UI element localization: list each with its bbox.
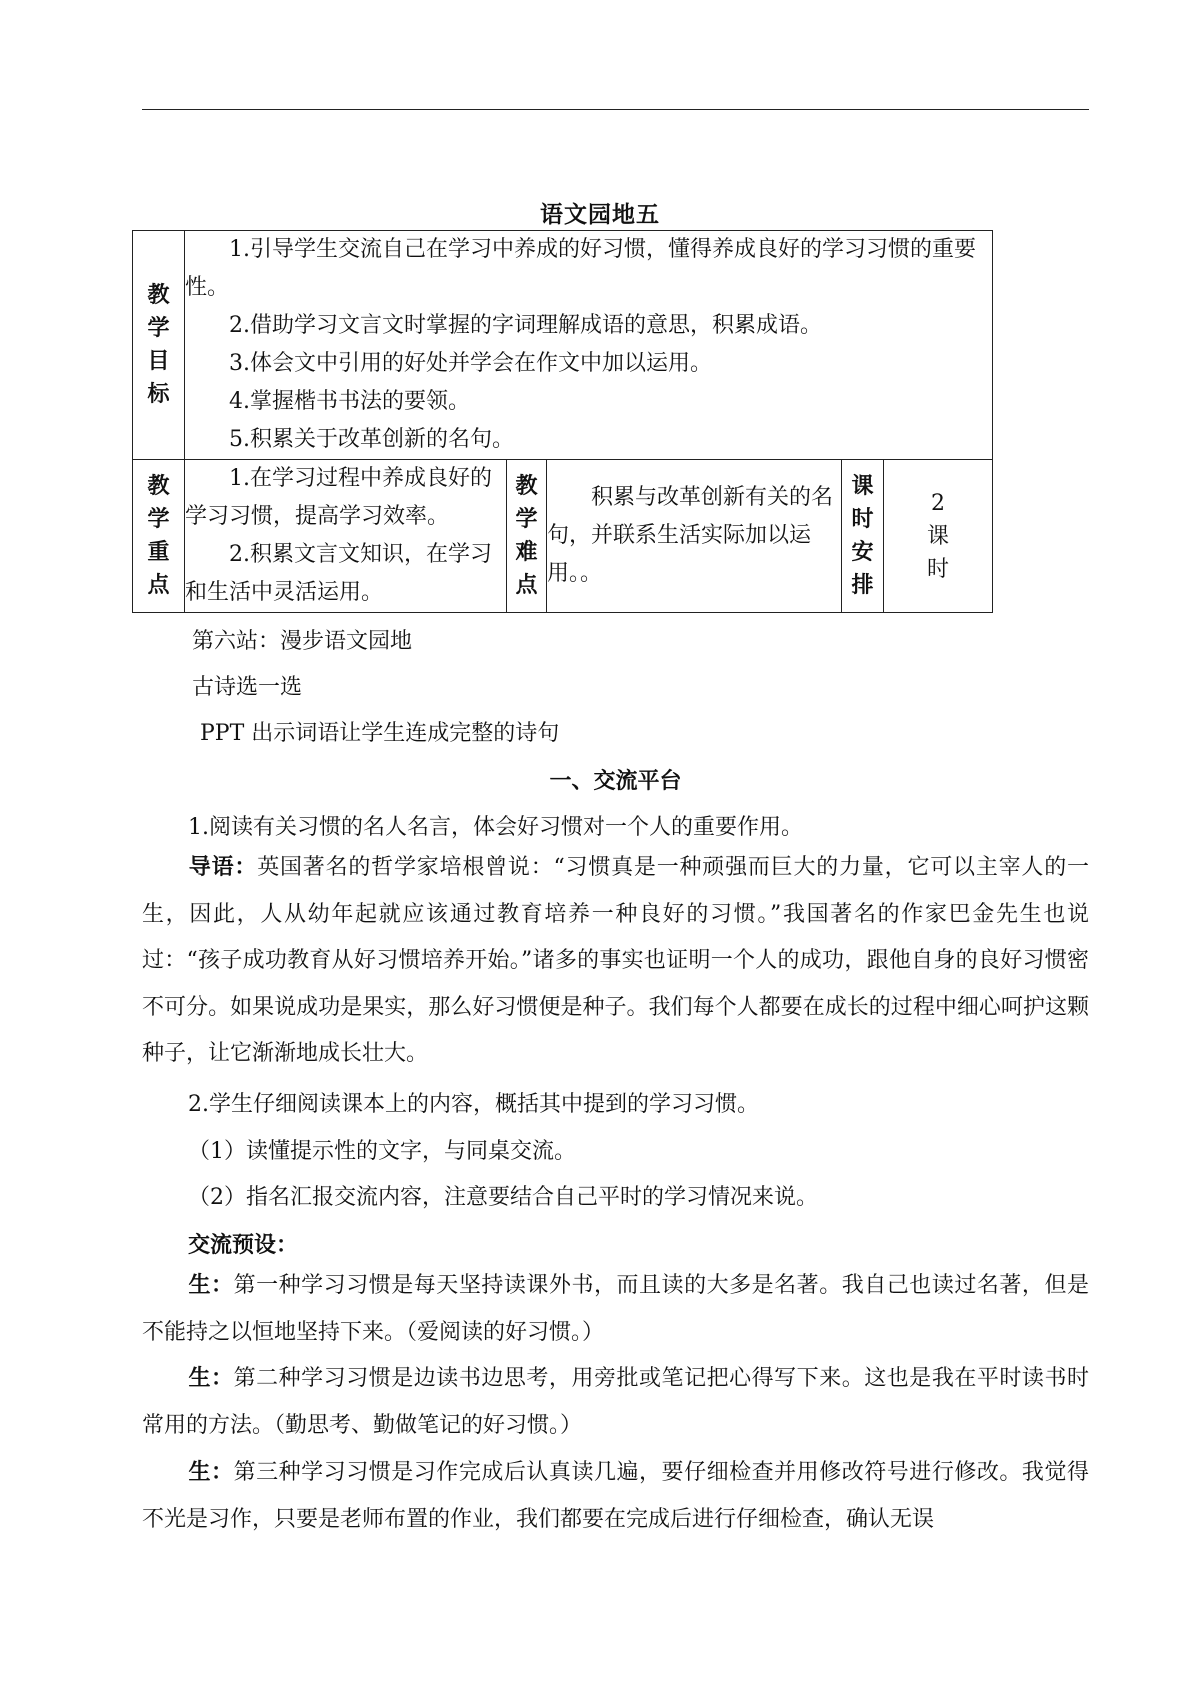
sub2-line: （2）指名汇报交流内容，注意要结合自己平时的学习情况来说。 [188, 1185, 818, 1210]
goal-item: 3.体会文中引用的好处并学会在作文中加以运用。 [229, 351, 712, 376]
section1-heading: 一、交流平台 [549, 768, 682, 794]
intro-label: 导语： [188, 854, 258, 880]
poem-select-line: 古诗选一选 [192, 675, 303, 700]
key-points-row [133, 460, 993, 613]
header-rule [142, 109, 1089, 110]
difficulty-text: 积累与改革创新有关的名句，并联系生活实际加以运用。。 [547, 485, 834, 586]
student-paragraph-1: 生：第一种学习习惯是每天坚持读课外书，而且读的大多是名著。我自己也读过名著，但是不能持之以恒地坚持下来。（爱阅读的好习惯。） [142, 1272, 1089, 1345]
key-points-content [185, 460, 507, 613]
key-points-header: 教 学 重 点 [133, 460, 185, 613]
student-paragraph-3: 生：第三种学习习惯是习作完成后认真读几遍，要仔细检查并用修改符号进行修改。我觉得不光是习作，只要是老师布置的作业，我们都要在完成后进行仔细检查，确认无误 [142, 1459, 1089, 1532]
lesson-plan-table [132, 230, 993, 613]
item1-line: 1.阅读有关习惯的名人名言，体会好习惯对一个人的重要作用。 [188, 815, 803, 840]
goal-item: 5.积累关于改革创新的名句。 [229, 427, 514, 452]
student-label: 生： [188, 1365, 234, 1391]
student-paragraph-2: 生：第二种学习习惯是边读书边思考，用旁批或笔记把心得写下来。这也是我在平时读书时常用的方法。（勤思考、勤做笔记的好习惯。） [142, 1365, 1089, 1438]
item2-line: 2.学生仔细阅读课本上的内容，概括其中提到的学习习惯。 [188, 1092, 759, 1117]
schedule-value: 2 课 时 [884, 460, 993, 613]
key-point-item: 1.在学习过程中养成良好的学习习惯，提高学习效率。 [185, 466, 492, 529]
intro-paragraph [142, 844, 1089, 1078]
goals-row [133, 231, 993, 460]
goals-content [185, 231, 993, 460]
difficulty-content [547, 460, 842, 613]
intro-text: 英国著名的哲学家培根曾说：“习惯真是一种顽强而巨大的力量，它可以主宰人的一生，因此，人从幼年起就应该通过教育培养一种良好的习惯。”我国著名的作家巴金先生也说过：“孩子成功教育从好习惯培养开始。”诸多的事实也证明一个人的成功，跟他自身的良好习惯密不可分。如果说成功是果实，那么好习惯便是种子。我们每个人都要在成长的过程中细心呵护这颗种子，让它渐渐地成长壮大。 [142, 855, 1089, 1066]
key-point-item: 2.积累文言文知识，在学习和生活中灵活运用。 [185, 542, 492, 605]
schedule-header: 课 时 安 排 [842, 460, 884, 613]
preset-label: 交流预设： [188, 1232, 299, 1258]
goal-item: 2.借助学习文言文时掌握的字词理解成语的意思，积累成语。 [229, 313, 822, 338]
goal-item: 4.掌握楷书书法的要领。 [229, 389, 470, 414]
document-title: 语文园地五 [540, 201, 660, 228]
station-line: 第六站：漫步语文园地 [192, 629, 413, 654]
student-label: 生： [188, 1459, 234, 1485]
sub1-line: （1）读懂提示性的文字，与同桌交流。 [188, 1139, 576, 1164]
difficulty-header: 教 学 难 点 [507, 460, 547, 613]
student-label: 生： [188, 1272, 234, 1298]
ppt-line: PPT 出示词语让学生连成完整的诗句 [200, 721, 560, 746]
goal-item: 1.引导学生交流自己在学习中养成的好习惯，懂得养成良好的学习习惯的重要性。 [185, 237, 976, 300]
goals-header: 教 学 目 标 [133, 231, 185, 460]
